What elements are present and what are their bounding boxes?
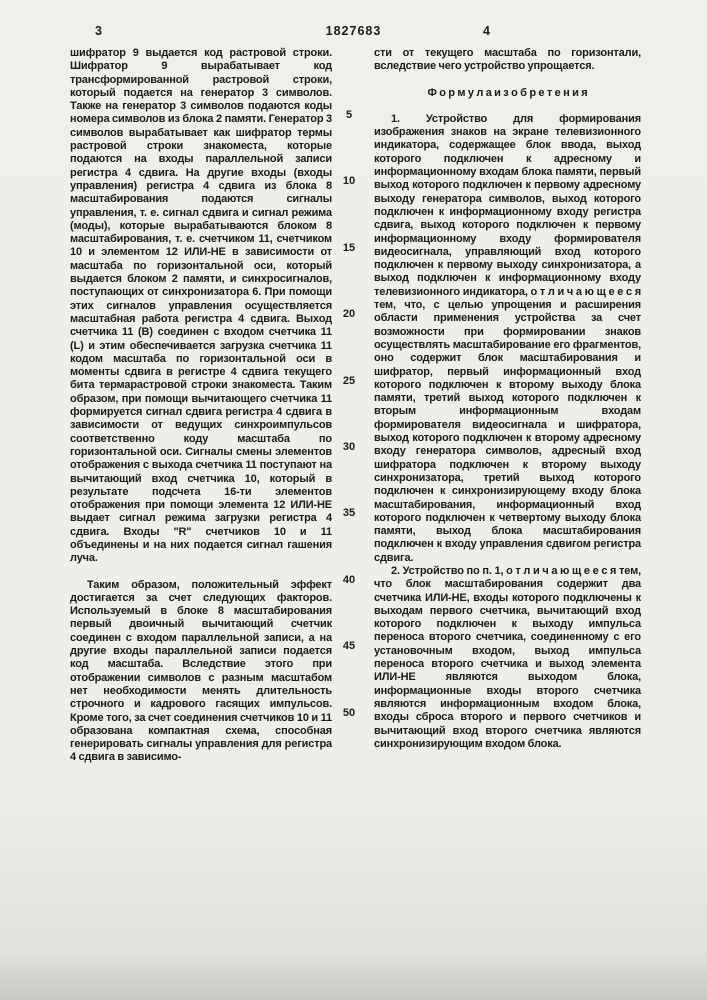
page-number-left: 3 <box>95 24 102 38</box>
line-number: 10 <box>342 175 356 188</box>
claim-2: 2. Устройство по п. 1, о т л и ч а ю щ е е с я тем, что блок масштабирования содержит два счетчика ИЛИ-НЕ, входы которого подключены к выходам первого счетчика, вычитающий вход которого подключен к выходу импульса переноса второго счетчика, соединенному с его установочным входом, выход импульса переноса второго счетчика и выход элемента ИЛИ-НЕ являются выходом блока, информационные входы второго счетчика являются информационным входом блока, входы сброса второго и первого счетчиков и вычитающий вход второго счетчика являются синхронизирующим входом блока. <box>374 564 641 750</box>
line-number: 40 <box>342 573 356 586</box>
line-number: 30 <box>342 440 356 453</box>
line-number-gutter <box>334 109 364 773</box>
line-number: 50 <box>342 706 356 719</box>
right-column <box>374 47 641 765</box>
patent-number: 1827683 <box>325 24 382 38</box>
line-number: 5 <box>345 109 353 121</box>
line-number: 35 <box>342 507 356 520</box>
paragraph-continuation: сти от текущего масштаба по горизонтали, вследствие чего устройство упрощается. <box>374 47 641 73</box>
line-number: 45 <box>342 640 356 653</box>
line-number: 20 <box>342 308 356 321</box>
line-number: 25 <box>342 374 356 387</box>
paragraph: Таким образом, положительный эффект достигается за счет следующих факторов. Используемый в блоке 8 масштабирования первый двоичный вычитающий счетчик соединен с входом параллельной записи, а на другие входы параллельной записи подается код масштаба. Вследствие этого при отображении символов с разным масштабом нет необходимости менять длительность строчного и кадрового гасящих импульсов. Кроме того, за счет соединения счетчиков 10 и 11 образована компактная схема, способная генерировать сигналы управления для регистра 4 сдвига в зависимо- <box>70 578 332 764</box>
page-number-right: 4 <box>483 24 490 38</box>
claim-1: 1. Устройство для формирования изображения знаков на экране телевизионного индикатора, содержащее блок ввода, выход которого подключен к адресному и информационному входам блока памяти, первый выход которого подключен к первому адресному выходу генератора символов, выход которого подключен к информационному входу регистра сдвига, выход которого подключен к первому информационному входу формирователя видеосигнала, управляющий вход которого подключен к первому выходу синхронизатора, а выход подключен к информационному входу телевизионного индикатора, о т л и ч а ю щ е е с я тем, что, с целью упрощения и расширения области применения устройства за счет возможности при формировании знаков осуществлять масштабирование его фрагментов, оно содержит блок масштабирования и шифратор, первый информационный вход которого подключен к второму выходу блока памяти, третий выход которого подключен к вторым информационным входам формирователя видеосигнала и шифратора, выход которого подключен к второму адресному входу генератора символов, адресный вход шифратора подключен к второму выходу синхронизатора, третий выход которого подключен к синхронизирующему входу блока масштабирования, информационный вход которого подключен к четвертому выходу блока памяти, выход блока масштабирования подключен к входу управления сдвигом регистра сдвига. <box>374 112 641 564</box>
page-header <box>0 24 707 40</box>
claims-heading: Ф о р м у л а и з о б р е т е н и я <box>427 86 588 99</box>
line-number: 15 <box>342 241 356 254</box>
paragraph: шифратор 9 выдается код растровой строки. Шифратор 9 вырабатывает код трансформированной растровой строки, который подается на генератор 3 символов. Также на генератор 3 символов подаются коды номера символов из блока 2 памяти. Генератор 3 символов вырабатывает как шифратор термы растровой строки знакоместа, которые подаются на входы параллельной записи регистра 4 сдвига. На другие входы (входы управления) регистра 4 сдвига из блока 8 масштабирования подаются сигналы управления, т. е. сигнал сдвига и сигнал режима (моды), которые вырабатываются блоком 8 масштабирования, т. е. счетчиком 11, счетчиком 10 и элементом 12 ИЛИ-НЕ в зависимости от масштаба по горизонтальной оси, который выдается блоком 2 памяти, и синхросигналов, поступающих от синхронизатора 6. При помощи этих сигналов управления осуществляется масштабная работа регистра 4 сдвига. Выход счетчика 11 (В) соединен с входом счетчика 11 (L) и этим обеспечивается загрузка счетчика 11 кодом масштаба по горизонтальной оси в моменты сдвига в регистре 4 сдвига текущего бита термарастровой строки знакоместа. Таким образом, при помощи вычитающего счетчика 11 формируется сигнал сдвига регистра 4 сдвига в зависимости от ведущих синхроимпульсов соответственно коду масштаба по горизонтальной оси. Сигналы смены элементов отображения с выхода счетчика 11 поступают на вычитающий вход счетчика 10, который в результате подсчета 16-ти элементов отображения при помощи элемента 12 ИЛИ-НЕ выдает сигнал режима загрузки регистра 4 сдвига. Входы "R" счетчиков 10 и 11 объединены и на них подается сигнал гашения луча. <box>70 47 332 565</box>
left-column <box>70 47 332 765</box>
